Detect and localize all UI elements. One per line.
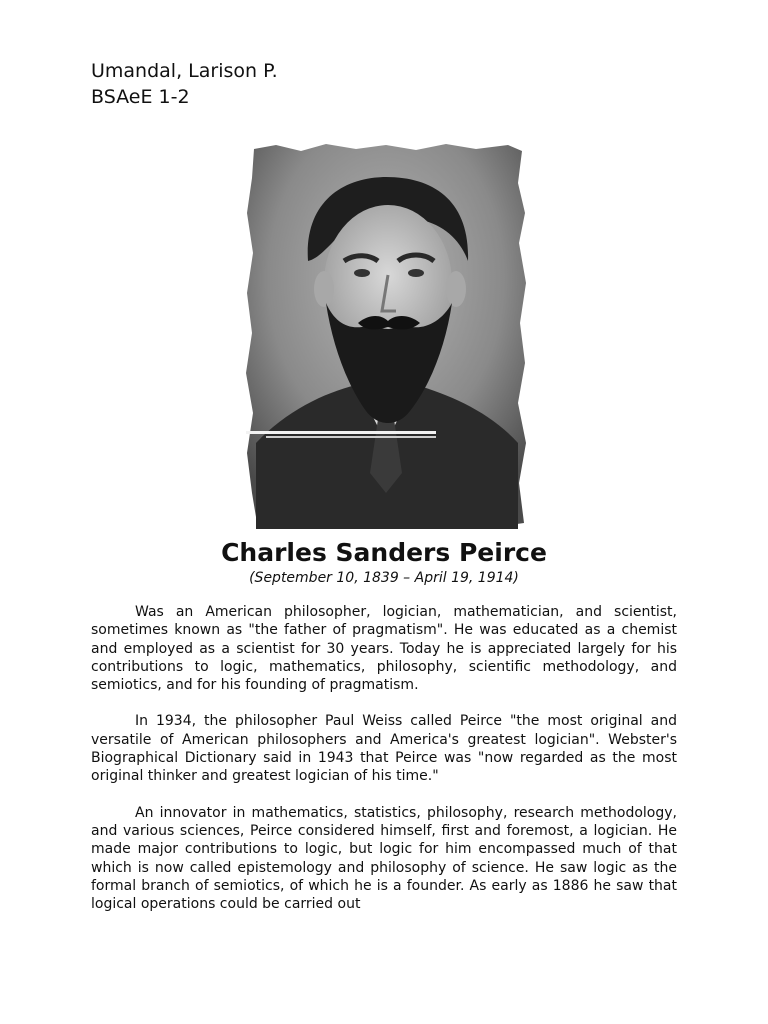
page-title: Charles Sanders Peirce [221, 538, 547, 567]
portrait-photo [246, 143, 527, 531]
author-course: BSAeE 1-2 [91, 86, 190, 108]
paragraph-3: An innovator in mathematics, statistics, philosophy, research methodology, and various sciences, Peirce considered himself, first and foremost, a logician. He made major contributions to logic, but logic for him encompassed much of that which is now called epistemology and philosophy of science. He saw logic as the formal branch of semiotics, of which he is a founder. As early as 1886 he saw that logical operations could be carried out [91, 804, 677, 913]
paragraph-2: In 1934, the philosopher Paul Weiss called Peirce "the most original and versatile of American philosophers and America's greatest logician". Webster's Biographical Dictionary said in 1943 that Peirce was "now regarded as the most original thinker and greatest logician of his time." [91, 713, 677, 785]
author-name: Umandal, Larison P. [91, 60, 278, 82]
biography-body [91, 603, 677, 931]
author-block [91, 58, 278, 110]
life-dates: (September 10, 1839 – April 19, 1914) [249, 570, 519, 586]
paragraph-1: Was an American philosopher, logician, mathematician, and scientist, sometimes known as "the father of pragmatism". He was educated as a chemist and employed as a scientist for 30 years. Today he is appreciated largely for his contributions to logic, mathematics, philosophy, scientific methodology, and semiotics, and for his founding of pragmatism. [91, 604, 677, 694]
